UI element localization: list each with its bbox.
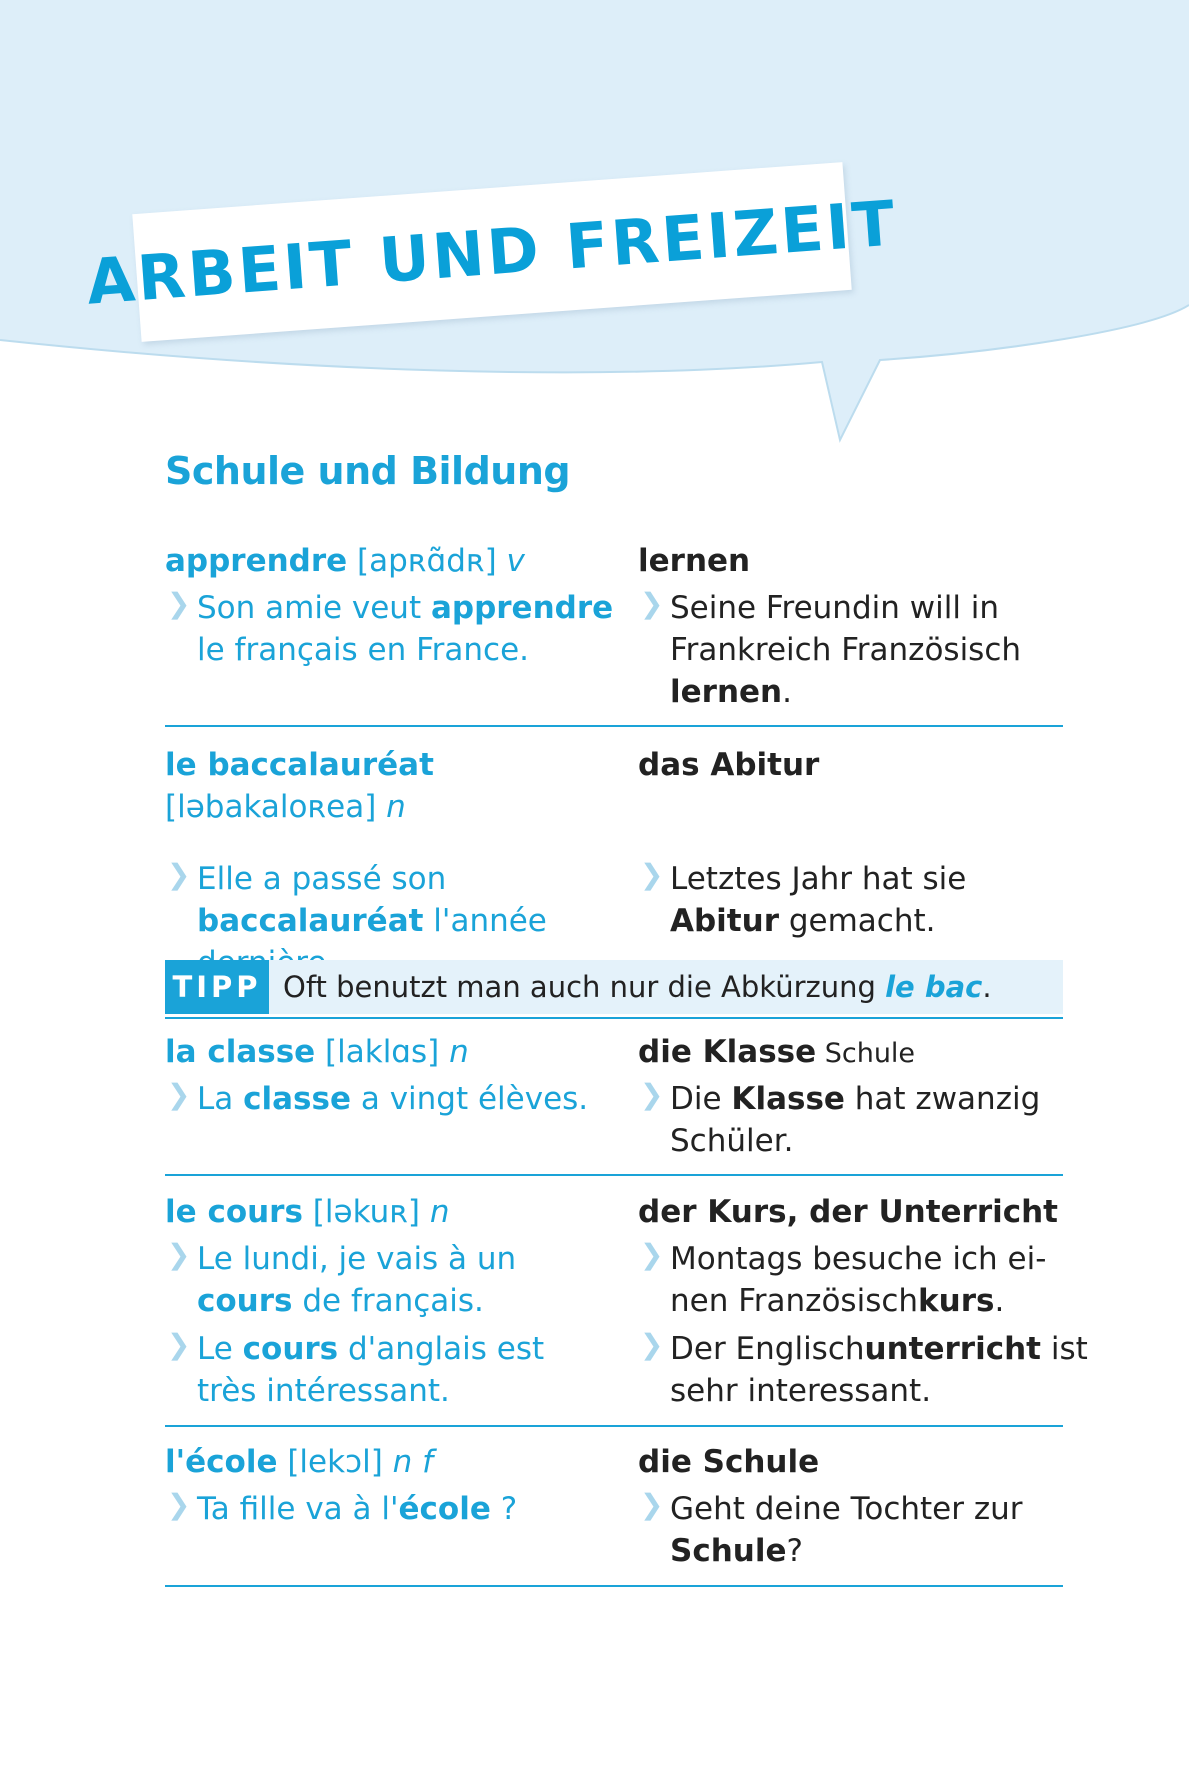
- example-text: ?: [490, 1491, 518, 1527]
- chevron-right-icon: ❯: [640, 587, 664, 620]
- entry-divider: [165, 1174, 1063, 1176]
- example-body: [197, 587, 613, 671]
- translation: der Kurs, der Unterricht: [638, 1194, 1058, 1230]
- tipp-suffix: .: [982, 970, 992, 1004]
- example-body: [670, 587, 1021, 713]
- example-line: [197, 1370, 544, 1412]
- translation: die Schule: [638, 1444, 820, 1480]
- example-text: l'année: [423, 903, 547, 939]
- translation: die Klasse: [638, 1034, 817, 1070]
- example-text: Montags besuche ich ei-: [670, 1241, 1047, 1277]
- headword: apprendre: [165, 543, 348, 579]
- example-text: de français.: [292, 1283, 484, 1319]
- german-example: [638, 1238, 1046, 1322]
- example-text: ist: [1040, 1331, 1088, 1367]
- german-column: [638, 1441, 1068, 1569]
- example-line: [670, 1078, 1040, 1120]
- headword-line: [165, 1191, 620, 1233]
- entry-divider: [165, 1425, 1063, 1427]
- example-line: [197, 1328, 544, 1370]
- headword-line: [165, 540, 620, 582]
- example-text: nen Französisch: [670, 1283, 919, 1319]
- chevron-right-icon: ❯: [640, 858, 664, 891]
- phonetic: [lekɔl]: [277, 1444, 393, 1480]
- french-column: [165, 744, 620, 939]
- part-of-speech: n f: [392, 1444, 434, 1480]
- phonetic: [ləbakaloʀea]: [165, 789, 387, 825]
- example-text: gemacht.: [778, 903, 936, 939]
- example-line: [670, 1280, 1046, 1322]
- headword: la classe: [165, 1034, 316, 1070]
- example-line: [197, 858, 547, 900]
- example-line: [197, 1078, 588, 1120]
- headword: l'école: [165, 1444, 278, 1480]
- french-column: [165, 540, 620, 668]
- example-keyword: cours: [197, 1283, 293, 1319]
- entry-divider: [165, 725, 1063, 727]
- german-column: [638, 1031, 1068, 1159]
- example-keyword: Schule: [670, 1533, 787, 1569]
- example-keyword: classe: [243, 1081, 351, 1117]
- example-keyword: unterricht: [864, 1331, 1041, 1367]
- part-of-speech: n: [449, 1034, 469, 1070]
- example-keyword: baccalauréat: [197, 903, 424, 939]
- example-line: [670, 1328, 1088, 1370]
- entry-divider: [165, 1017, 1063, 1019]
- german-example: [638, 858, 966, 942]
- french-column: [165, 1031, 620, 1117]
- headword: le baccalauréat: [165, 747, 434, 783]
- example-text: hat zwanzig: [844, 1081, 1041, 1117]
- french-example: [165, 1328, 544, 1412]
- example-body: [197, 1238, 516, 1322]
- translation: das Abitur: [638, 747, 820, 783]
- example-text: Le: [197, 1331, 243, 1367]
- example-keyword: cours: [242, 1331, 339, 1367]
- example-body: [197, 1328, 544, 1412]
- example-line: [197, 1280, 516, 1322]
- example-text: sehr interessant.: [670, 1373, 932, 1409]
- section-title: Schule und Bildung: [165, 449, 571, 493]
- entry-divider: [165, 1585, 1063, 1587]
- phonetic: [apʀɑ̃dʀ]: [347, 543, 507, 579]
- phonetic: [laklɑs]: [315, 1034, 450, 1070]
- example-line: [670, 1238, 1046, 1280]
- example-body: [197, 1078, 588, 1120]
- example-line: [670, 1488, 1023, 1530]
- example-text: Frankreich Französisch: [670, 632, 1022, 668]
- example-text: Son amie veut: [197, 590, 431, 626]
- german-example: [638, 587, 1021, 713]
- german-column: [638, 1191, 1088, 1409]
- french-example: [165, 587, 613, 671]
- translation-line: [638, 540, 1068, 582]
- example-line: [670, 587, 1021, 629]
- chevron-right-icon: ❯: [167, 1078, 191, 1111]
- example-text: le français en France.: [197, 632, 530, 668]
- example-line: [670, 1530, 1023, 1572]
- example-line: [197, 1488, 517, 1530]
- translation-line: [638, 744, 1068, 786]
- example-text: a vingt élèves.: [350, 1081, 589, 1117]
- tipp-box: [165, 960, 1063, 1014]
- example-body: [670, 1078, 1040, 1162]
- example-body: [670, 858, 966, 942]
- chapter-title: ARBEIT UND FREIZEIT: [84, 185, 900, 319]
- translation-line: [638, 1441, 1068, 1483]
- example-line: [670, 629, 1021, 671]
- french-example: [165, 1488, 517, 1530]
- french-column: [165, 1191, 620, 1409]
- part-of-speech: n: [429, 1194, 450, 1230]
- french-example: [165, 1078, 588, 1120]
- example-text: Letztes Jahr hat sie: [670, 861, 967, 897]
- example-keyword: apprendre: [430, 590, 614, 626]
- example-line: [197, 629, 613, 671]
- chevron-right-icon: ❯: [167, 1488, 191, 1521]
- example-line: [670, 858, 966, 900]
- part-of-speech: v: [506, 543, 525, 579]
- example-text: .: [782, 674, 792, 710]
- chevron-right-icon: ❯: [167, 587, 191, 620]
- example-keyword: Klasse: [731, 1081, 845, 1117]
- example-line: [197, 587, 613, 629]
- example-text: La: [197, 1081, 244, 1117]
- chevron-right-icon: ❯: [640, 1488, 664, 1521]
- headword-line: [165, 744, 620, 786]
- phonetic: [ləkuʀ]: [302, 1194, 430, 1230]
- german-example: [638, 1488, 1023, 1572]
- tipp-text-main: Oft benutzt man auch nur die Abkürzung: [283, 970, 886, 1004]
- translation-line: [638, 1191, 1068, 1233]
- tipp-label: TIPP: [165, 960, 269, 1014]
- example-line: [670, 1120, 1040, 1162]
- example-keyword: Abitur: [670, 903, 779, 939]
- german-example: [638, 1328, 1088, 1412]
- example-text: d'anglais est: [338, 1331, 545, 1367]
- example-text: Seine Freundin will in: [670, 590, 1000, 626]
- example-text: ?: [786, 1533, 803, 1569]
- example-keyword: lernen: [670, 674, 783, 710]
- tipp-highlight: le bac: [885, 970, 983, 1004]
- example-line: [670, 1370, 1088, 1412]
- german-column: [638, 744, 1068, 939]
- example-body: [670, 1328, 1088, 1412]
- example-line: [197, 1238, 516, 1280]
- chevron-right-icon: ❯: [167, 858, 191, 891]
- example-text: Die: [670, 1081, 732, 1117]
- headword-line: [165, 1441, 620, 1483]
- example-text: Geht deine Tochter zur: [670, 1491, 1023, 1527]
- example-keyword: kurs: [918, 1283, 995, 1319]
- example-body: [670, 1238, 1046, 1322]
- example-text: Der Englisch: [670, 1331, 865, 1367]
- example-line: [197, 900, 547, 942]
- example-line: [670, 900, 966, 942]
- phonetic-line: [165, 786, 620, 828]
- chevron-right-icon: ❯: [640, 1238, 664, 1271]
- headword-line: [165, 1031, 620, 1073]
- example-text: Elle a passé son: [197, 861, 447, 897]
- example-text: .: [994, 1283, 1005, 1319]
- chevron-right-icon: ❯: [167, 1238, 191, 1271]
- example-body: [197, 1488, 517, 1530]
- translation-line: [638, 1031, 1068, 1075]
- french-example: [165, 1238, 516, 1322]
- german-column: [638, 540, 1068, 710]
- example-text: Ta fille va à l': [197, 1491, 399, 1527]
- translation-note: Schule: [816, 1038, 916, 1069]
- example-text: Le lundi, je vais à un: [197, 1241, 517, 1277]
- chevron-right-icon: ❯: [640, 1078, 664, 1111]
- example-keyword: école: [398, 1491, 491, 1527]
- part-of-speech: n: [386, 789, 406, 825]
- headword: le cours: [165, 1194, 303, 1230]
- translation: lernen: [638, 543, 751, 579]
- example-line: [670, 671, 1021, 713]
- example-text: Schüler.: [670, 1123, 794, 1159]
- tipp-text: [283, 960, 992, 1014]
- french-column: [165, 1441, 620, 1527]
- chevron-right-icon: ❯: [640, 1328, 664, 1361]
- german-example: [638, 1078, 1040, 1162]
- example-body: [670, 1488, 1023, 1572]
- chevron-right-icon: ❯: [167, 1328, 191, 1361]
- example-text: très intéressant.: [197, 1373, 450, 1409]
